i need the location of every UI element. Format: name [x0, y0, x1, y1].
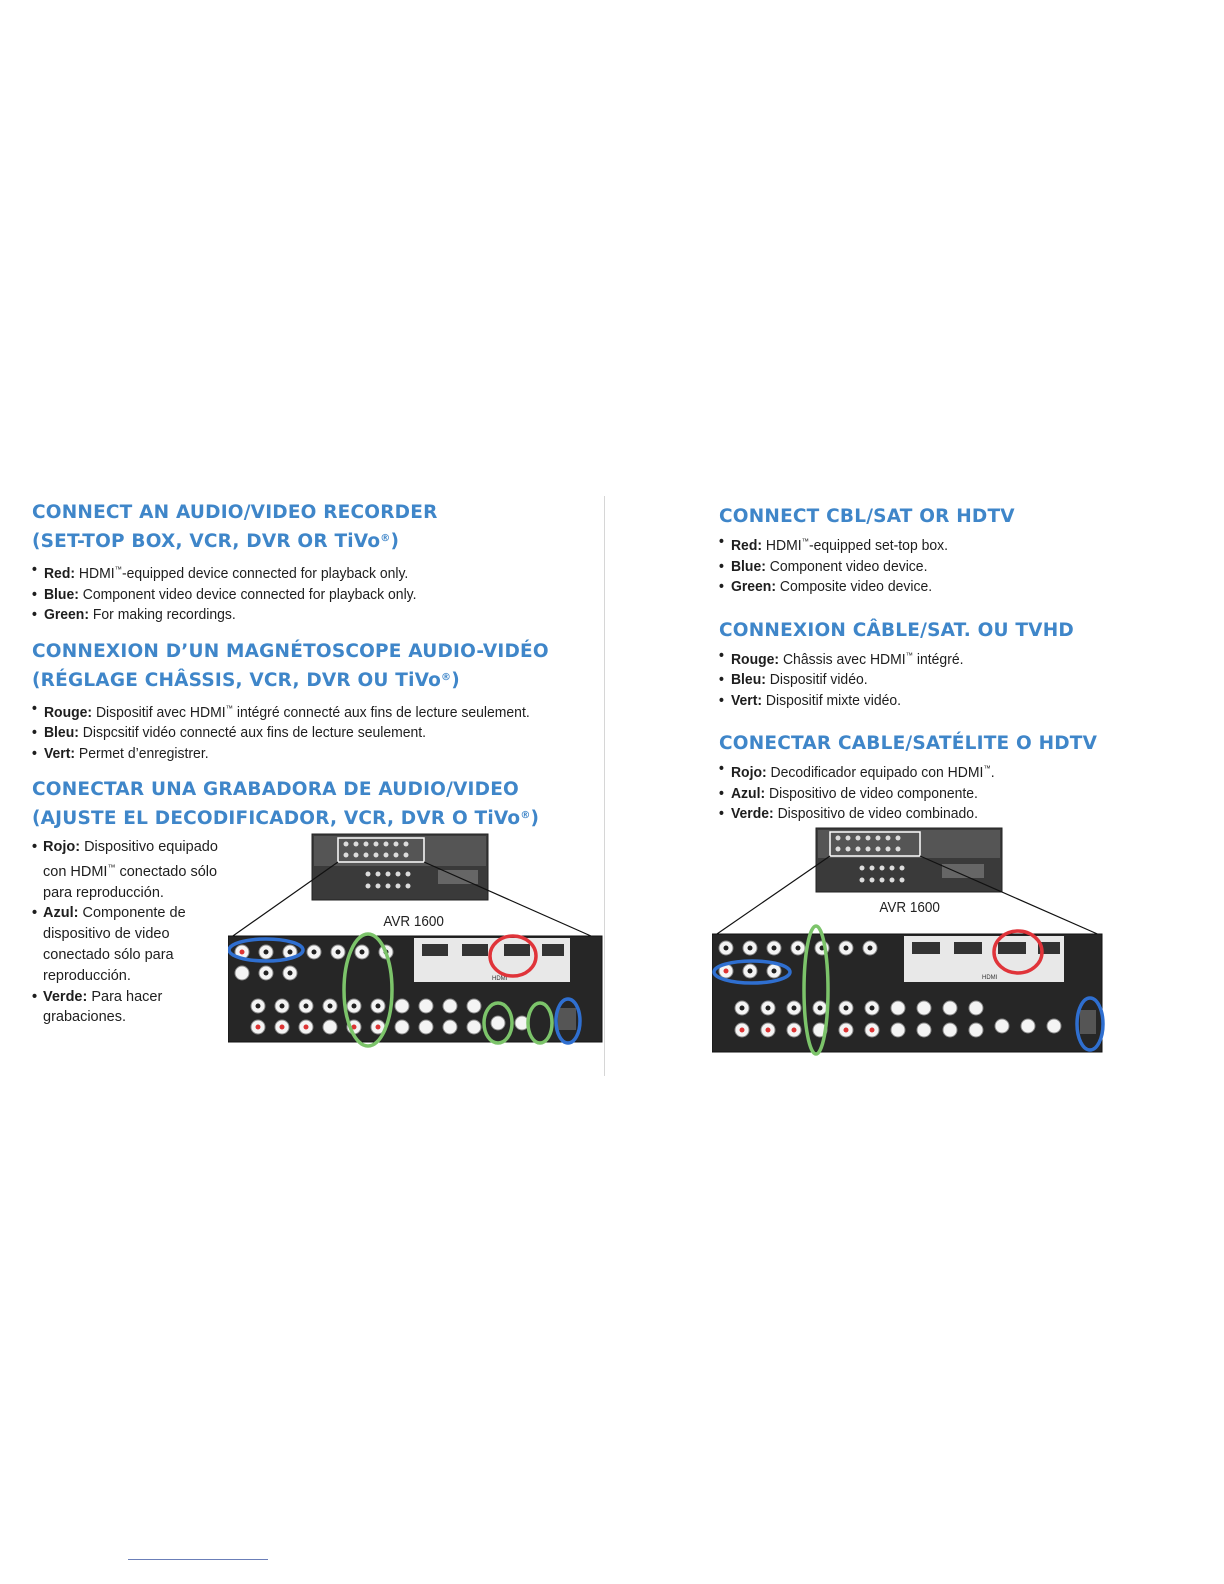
bullet-vert: • Vert: Permet d’enregistrer. — [32, 744, 556, 765]
bullet-red: • Red: HDMI™-equipped set-top box. — [719, 532, 1124, 557]
receiver-illustration — [228, 828, 604, 1050]
bullet-bleu: • Bleu: Dispcsitif vidéo connecté aux fins de lecture seulement. — [32, 723, 556, 744]
bullet-green: • Green: For making recordings. — [32, 605, 556, 626]
heading-conectar-grabadora — [32, 777, 602, 832]
english-bullets — [719, 532, 1159, 598]
bullet-red: • Red: HDMI™-equipped device connected for playback only. — [32, 560, 556, 585]
footer-rule — [128, 1559, 268, 1560]
bullet-rouge: • Rouge: Châssis avec HDMI™ intégré. — [719, 646, 1124, 671]
avr-rear-panel-diagram-cable — [712, 826, 1108, 1058]
bullet-green: • Green: Composite video device. — [719, 577, 1124, 598]
bullet-rojo: • Rojo: Dispositivo equipado con HDMI™ conectado sólo para reproducción. — [32, 837, 602, 903]
bullet-azul: • Azul: Dispositivo de video componente. — [719, 784, 1124, 805]
diagram-label: AVR 1600 — [383, 913, 444, 930]
bullet-rouge: • Rouge: Dispositif avec HDMI™ intégré connecté aux fins de lecture seulement. — [32, 699, 556, 724]
avr-rear-panel-diagram-recorder — [228, 828, 604, 1050]
english-section-cable — [719, 504, 1159, 598]
heading-line-2: (SET-TOP BOX, VCR, DVR OR TiVo®) — [32, 531, 400, 552]
diagram-label: AVR 1600 — [879, 899, 940, 916]
heading-connexion-magnetoscope — [32, 639, 602, 694]
bullet-blue: • Blue: Component video device. — [719, 557, 1124, 578]
heading-line-1: CONECTAR UNA GRABADORA DE AUDIO/VIDEO — [32, 779, 519, 800]
spanish-bullets — [719, 759, 1159, 825]
bullet-verde: • Verde: Dispositivo de video combinado. — [719, 804, 1124, 825]
spanish-section-cable — [719, 731, 1159, 825]
french-section-cable — [719, 618, 1159, 712]
heading-connect-cbl-sat: CONNECT CBL/SAT OR HDTV — [719, 506, 1015, 527]
svg-text:HDMI: HDMI — [982, 975, 998, 981]
heading-line-1: CONNECT AN AUDIO/VIDEO RECORDER — [32, 502, 438, 523]
french-bullets — [719, 646, 1159, 712]
bullet-rojo: • Rojo: Decodificador equipado con HDMI™. — [719, 759, 1124, 784]
bullet-azul: • Azul: Componente de dispositivo de video conectado sólo para reproducción. — [32, 903, 602, 986]
column-divider — [604, 496, 605, 1076]
english-section-recorder — [32, 500, 602, 626]
french-section-recorder — [32, 639, 602, 765]
english-bullets — [32, 560, 602, 626]
heading-connect-recorder — [32, 500, 602, 555]
bullet-verde: • Verde: Para hacer grabaciones. — [32, 987, 602, 1029]
french-bullets — [32, 699, 602, 765]
heading-line-1: CONNEXION D’UN MAGNÉTOSCOPE AUDIO-VIDÉO — [32, 640, 549, 662]
heading-line-2: (RÉGLAGE CHÂSSIS, VCR, DVR OU TiVo®) — [32, 669, 460, 691]
bullet-vert: • Vert: Dispositif mixte vidéo. — [719, 691, 1124, 712]
svg-text:HDMI: HDMI — [492, 976, 508, 982]
receiver-illustration — [712, 826, 1108, 1058]
bullet-blue: • Blue: Component video device connected for playback only. — [32, 585, 556, 606]
heading-connexion-cable: CONNEXION CÂBLE/SAT. OU TVHD — [719, 619, 1074, 641]
heading-line-2: (AJUSTE EL DECODIFICADOR, VCR, DVR O TiVo®) — [32, 808, 540, 829]
bullet-bleu: • Bleu: Dispositif vidéo. — [719, 670, 1124, 691]
right-column — [719, 500, 1159, 838]
heading-conectar-cable: CONECTAR CABLE/SATÉLITE O HDTV — [719, 733, 1098, 754]
